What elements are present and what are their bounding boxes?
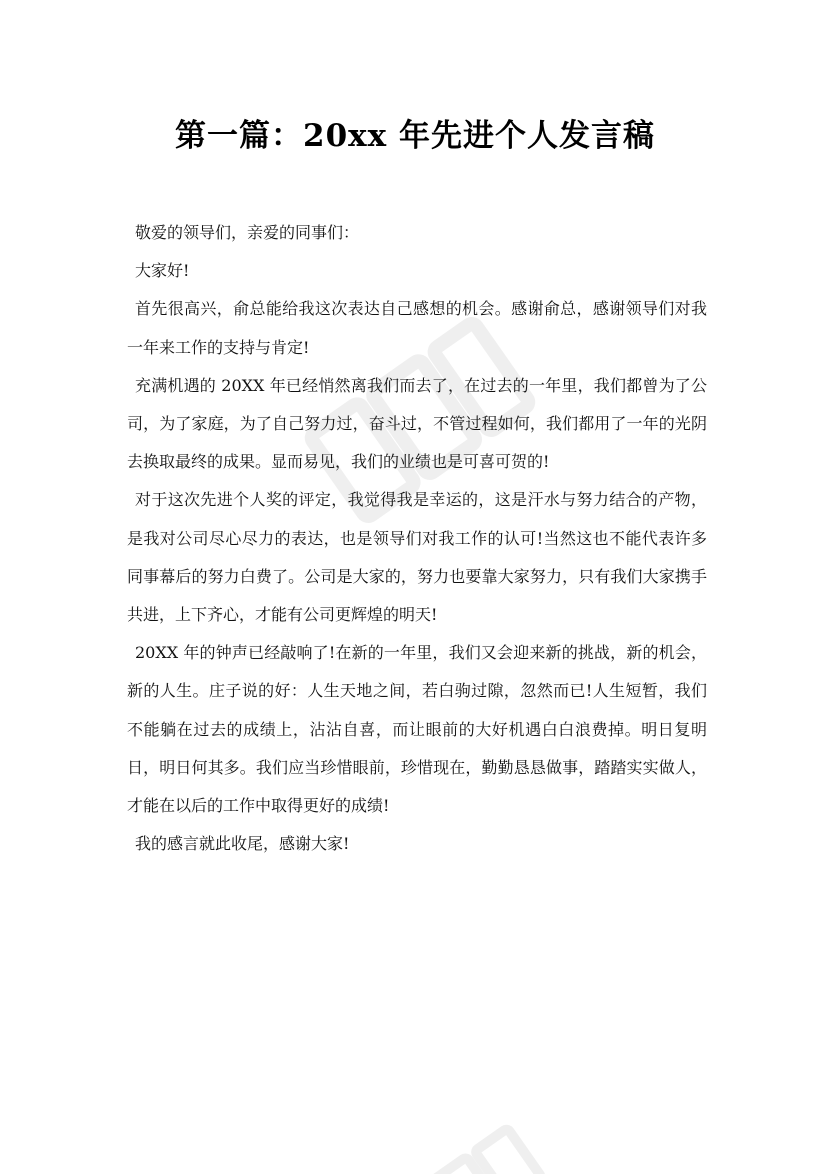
paragraph-greeting: 大家好! [135,261,190,281]
page-title: 第一篇：20xx 年先进个人发言稿 [175,118,655,154]
paragraph-new-year: 20XX 年的钟声已经敲响了!在新的一年里，我们又会迎来新的挑战，新的机会，新的人生。庄子说的好：人生天地之间，若白驹过隙，忽然而已!人生短暂，我们不能躺在过去的成绩上，沾沾自喜，而让眼前的大好机遇白白浪费掉。明日复明日，明日何其多。我们应当珍惜眼前，珍惜现在，勤勤恳恳做事，踏踏实实做人，才能在以后的工作中取得更好的成绩! [127,643,707,816]
paragraph-award: 对于这次先进个人奖的评定，我觉得我是幸运的，这是汗水与努力结合的产物，是我对公司尽心尽力的表达，也是领导们对我工作的认可!当然这也不能代表许多同事幕后的努力白费了。公司是大家的，努力也要靠大家努力，只有我们大家携手共进，上下齐心，才能有公司更辉煌的明天! [127,490,707,625]
paragraph-closing: 我的感言就此收尾，感谢大家! [135,834,350,854]
paragraph-thanks: 首先很高兴，俞总能给我这次表达自己感想的机会。感谢俞总，感谢领导们对我一年来工作的支持与肯定! [127,299,707,357]
speech-body [127,214,707,863]
watermark-fragment-icon [430,1110,570,1174]
paragraph-salutation: 敬爱的领导们，亲爱的同事们： [135,223,360,242]
paragraph-review: 充满机遇的 20XX 年已经悄然离我们而去了，在过去的一年里，我们都曾为了公司，为了家庭，为了自己努力过，奋斗过，不管过程如何，我们都用了一年的光阴去换取最终的成果。显而易见，我们的业绩也是可喜可贺的! [127,375,707,472]
